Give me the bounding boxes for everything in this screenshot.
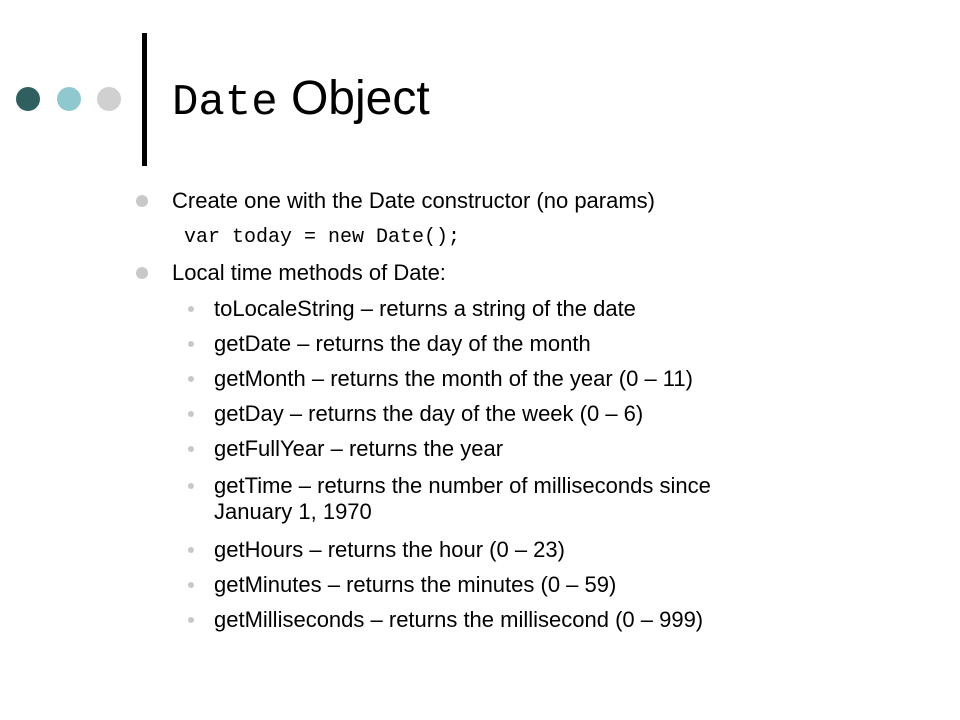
sub-bullet-dot (188, 341, 194, 347)
method-item: getDate – returns the day of the month (214, 331, 591, 356)
method-item: getHours – returns the hour (0 – 23) (214, 537, 565, 562)
title-divider (142, 33, 147, 166)
sub-bullet-dot (188, 411, 194, 417)
sub-bullet-dot (188, 547, 194, 553)
sub-bullet-dot (188, 617, 194, 623)
sub-bullet-dot (188, 446, 194, 452)
bullet-constructor: Create one with the Date constructor (no params) (172, 188, 656, 213)
method-item: getMilliseconds – returns the millisecond (0 – 999) (214, 607, 704, 632)
slide-title (172, 66, 430, 136)
sub-bullet-dot (188, 483, 194, 489)
code-example: var today = new Date(); (184, 226, 461, 249)
bullet-local-methods: Local time methods of Date: (172, 260, 446, 285)
decor-dot-gray (97, 87, 121, 111)
sub-bullet-dot (188, 582, 194, 588)
title-code: Date (172, 78, 278, 128)
method-item: getMinutes – returns the minutes (0 – 59) (214, 572, 617, 597)
method-item: getTime – returns the number of milliseconds since (214, 473, 711, 498)
method-item-continuation: January 1, 1970 (214, 499, 372, 524)
bullet-dot (136, 195, 148, 207)
sub-bullet-dot (188, 376, 194, 382)
sub-bullet-dot (188, 306, 194, 312)
decor-dot-dark (16, 87, 40, 111)
method-item: getFullYear – returns the year (214, 436, 504, 461)
method-item: getMonth – returns the month of the year (0 – 11) (214, 366, 693, 391)
bullet-dot (136, 267, 148, 279)
method-item: toLocaleString – returns a string of the date (214, 296, 636, 321)
method-item: getDay – returns the day of the week (0 – 6) (214, 401, 644, 426)
title-text: Object (290, 72, 430, 125)
decor-dot-teal (57, 87, 81, 111)
